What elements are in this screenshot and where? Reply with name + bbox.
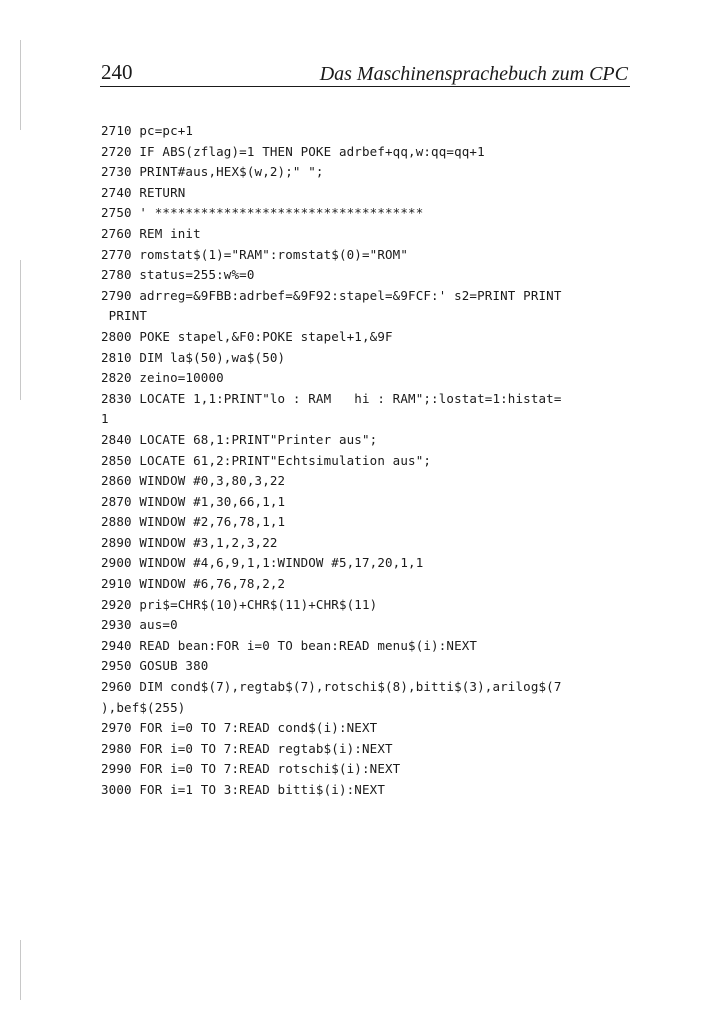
code-line: 2780 status=255:w%=0 <box>101 267 255 283</box>
code-line: 2950 GOSUB 380 <box>101 658 209 674</box>
code-line: 2770 romstat$(1)="RAM":romstat$(0)="ROM" <box>101 246 409 262</box>
code-line: 1 <box>101 411 109 427</box>
code-line: 2900 WINDOW #4,6,9,1,1:WINDOW #5,17,20,1,1 <box>101 555 424 571</box>
page-number: 240 <box>101 60 133 84</box>
left-margin-mark <box>20 40 21 130</box>
code-line: 2830 LOCATE 1,1:PRINT"lo : RAM hi : RAM";:lostat=1:histat= <box>101 390 562 406</box>
left-margin-mark <box>20 260 21 400</box>
code-line: 2870 WINDOW #1,30,66,1,1 <box>101 493 286 509</box>
code-line: 2850 LOCATE 61,2:PRINT"Echtsimulation aus"; <box>101 452 432 468</box>
code-line: 2930 aus=0 <box>101 617 178 633</box>
code-line: 2710 pc=pc+1 <box>101 123 194 138</box>
code-line: 2730 PRINT#aus,HEX$(w,2);" "; <box>101 164 324 180</box>
code-line: 2790 adrreg=&9FBB:adrbef=&9F92:stapel=&9FCF:' s2=PRINT PRINT <box>101 287 562 303</box>
code-line: 2920 pri$=CHR$(10)+CHR$(11)+CHR$(11) <box>101 596 378 612</box>
basic-program-listing <box>101 121 661 801</box>
code-line: 2890 WINDOW #3,1,2,3,22 <box>101 534 278 550</box>
code-line: 2840 LOCATE 68,1:PRINT"Printer aus"; <box>101 431 378 447</box>
code-line: 2880 WINDOW #2,76,78,1,1 <box>101 514 286 530</box>
code-line: 2910 WINDOW #6,76,78,2,2 <box>101 576 286 592</box>
code-line: 2720 IF ABS(zflag)=1 THEN POKE adrbef+qq,w:qq=qq+1 <box>101 143 485 159</box>
code-line: 2810 DIM la$(50),wa$(50) <box>101 349 286 365</box>
code-line: 2970 FOR i=0 TO 7:READ cond$(i):NEXT <box>101 720 378 736</box>
code-line: 2990 FOR i=0 TO 7:READ rotschi$(i):NEXT <box>101 761 401 777</box>
code-line: 2750 ' *********************************** <box>101 205 424 221</box>
code-line: 2760 REM init <box>101 225 201 241</box>
code-line: 2820 zeino=10000 <box>101 370 224 386</box>
code-line: 2860 WINDOW #0,3,80,3,22 <box>101 473 286 489</box>
code-line: ),bef$(255) <box>101 699 186 715</box>
code-line: 2980 FOR i=0 TO 7:READ regtab$(i):NEXT <box>101 740 393 756</box>
left-margin-mark <box>20 940 21 1000</box>
book-title: Das Maschinensprachebuch zum CPC <box>319 63 628 85</box>
code-line: 2960 DIM cond$(7),regtab$(7),rotschi$(8),bitti$(3),arilog$(7 <box>101 679 562 695</box>
code-line: 3000 FOR i=1 TO 3:READ bitti$(i):NEXT <box>101 782 385 797</box>
code-line: 2740 RETURN <box>101 184 186 200</box>
code-line: 2940 READ bean:FOR i=0 TO bean:READ menu$(i):NEXT <box>101 637 478 653</box>
code-line: 2800 POKE stapel,&F0:POKE stapel+1,&9F <box>101 328 393 344</box>
page-header <box>100 58 630 87</box>
code-line: PRINT <box>101 308 148 324</box>
